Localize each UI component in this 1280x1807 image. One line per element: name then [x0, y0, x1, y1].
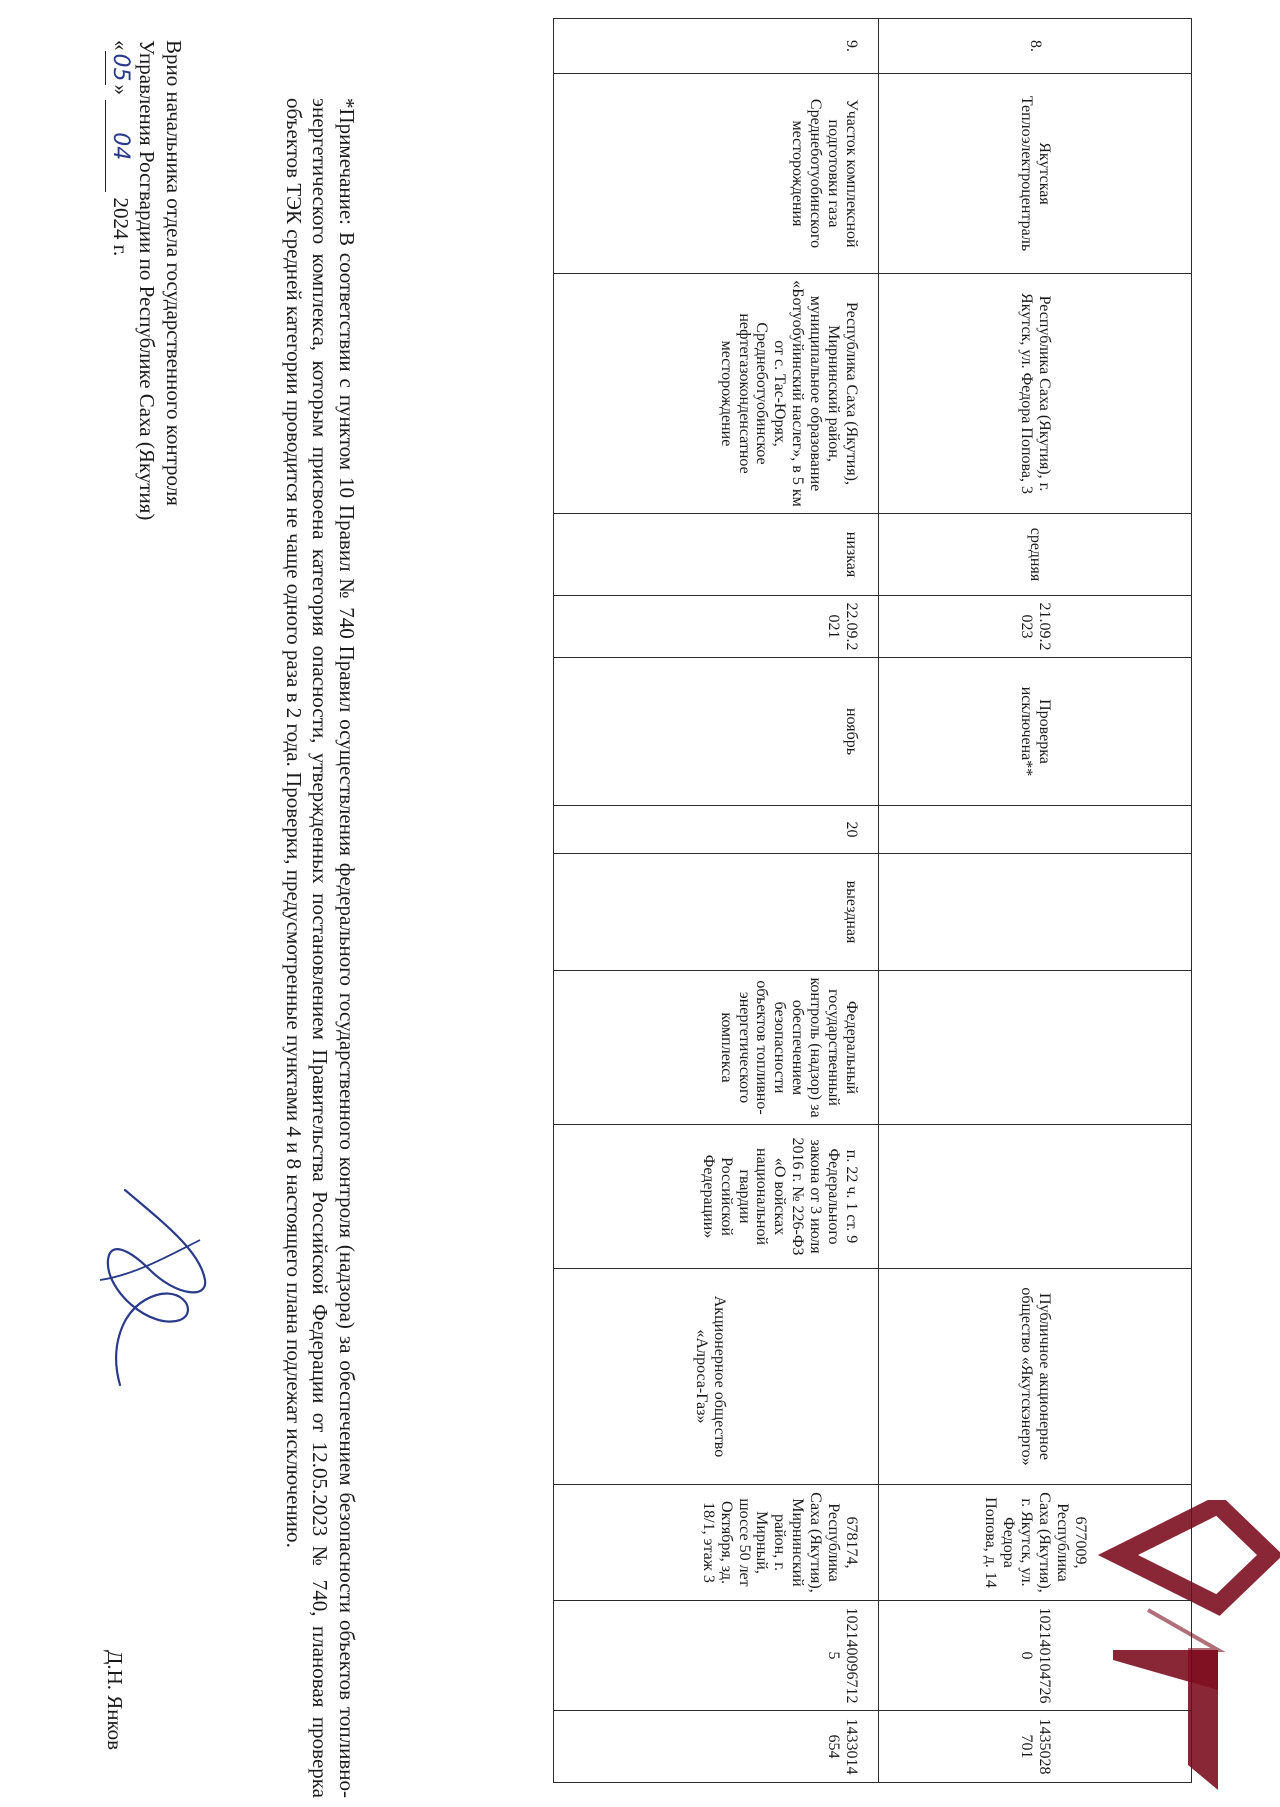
check-month: ноябрь [554, 658, 879, 806]
object-name: Якутская Теплоэлектроцентраль [879, 74, 1192, 274]
hazard-category: низкая [554, 514, 879, 596]
signatory-name: Д.Н. Янков [103, 1650, 127, 1751]
owner-address: 677009, Республика Саха (Якутия), г. Якутск, ул. Федора Попова, д. 14 [879, 1485, 1192, 1601]
last-check-date: 21.09.2023 [879, 596, 1192, 658]
date-quote-close: » [108, 84, 133, 95]
handwritten-signature-icon [90, 1180, 220, 1400]
inspection-plan-table [553, 18, 1192, 1783]
date-month: 04 [107, 132, 133, 161]
hazard-category: средняя [879, 514, 1192, 596]
check-duration: 20 [554, 806, 879, 854]
footnote-note: *Примечание: В соответствии с пунктом 10 Правил № 740 Правил осуществления федерального государственного контроля (надзора) за обеспечением безопасности объектов топливно-энергетического комплекса, которым присвоена категория опасности, утвержденных постановлением Правительства Российской Федерации от 12.05.2023 № 740, плановая проверка объектов ТЭК средней категории проводится не чаще одного раза в 2 года. Проверки, предусмотренные пунктами 4 и 8 настоящего плана подлежат исключению. [281, 98, 359, 1798]
legal-basis [879, 1125, 1192, 1269]
last-check-date: 22.09.2021 [554, 596, 879, 658]
check-form: выездная [554, 854, 879, 971]
object-name: Участок комплексной подготовки газа Среднеботуобинского месторождения [554, 74, 879, 274]
check-duration [879, 806, 1192, 854]
row-number: 9. [554, 19, 879, 74]
object-address: Республика Саха (Якутия), г. Якутск, ул. Федора Попова, 3 [879, 274, 1192, 514]
object-address: Республика Саха (Якутия), Мирнинский район, муниципальное образование «Ботуобуйинский наслег», в 5 км от с. Тас-Юрях, Среднеботуобинское нефтегазоконденсатное месторождение [554, 274, 879, 514]
signatory-position-line2: Управления Росгвардии по Республике Саха (Якутия) [135, 40, 160, 521]
owner-address: 678174, Республика Саха (Якутия), Мирнинский район, г. Мирный, шоссе 50 лет Октября, зд. 18/1, этаж 3 [554, 1485, 879, 1601]
signatory-position-line1: Врио начальника отдела государственного контроля [162, 40, 186, 506]
legal-basis: п. 22 ч. 1 ст. 9 Федерального закона от 3 июля 2016 г. № 226-ФЗ «О войсках национальной гвардии Российской Федерации» [554, 1125, 879, 1269]
ogrn: 1021400967125 [554, 1601, 879, 1711]
row-number: 8. [879, 19, 1192, 74]
control-type: Федеральный государственный контроль (надзор) за обеспечением безопасности объектов топливно-энергетического комплекса [554, 971, 879, 1125]
date-day: 05 [107, 53, 133, 82]
date-year: 2024 г. [108, 197, 133, 257]
ogrn: 1021401047260 [879, 1601, 1192, 1711]
check-month: Проверка исключена** [879, 658, 1192, 806]
table-row [554, 19, 879, 1783]
owner-name: Акционерное общество «Алроса-Газ» [554, 1269, 879, 1485]
inn: 1435028701 [879, 1711, 1192, 1783]
signing-date [105, 40, 134, 520]
owner-name: Публичное акционерное общество «Якутскэнерго» [879, 1269, 1192, 1485]
check-form [879, 854, 1192, 971]
date-quote-open: « [108, 40, 133, 51]
inn: 1433014654 [554, 1711, 879, 1783]
signatory-block [105, 40, 187, 520]
table-row [879, 19, 1192, 1783]
control-type [879, 971, 1192, 1125]
